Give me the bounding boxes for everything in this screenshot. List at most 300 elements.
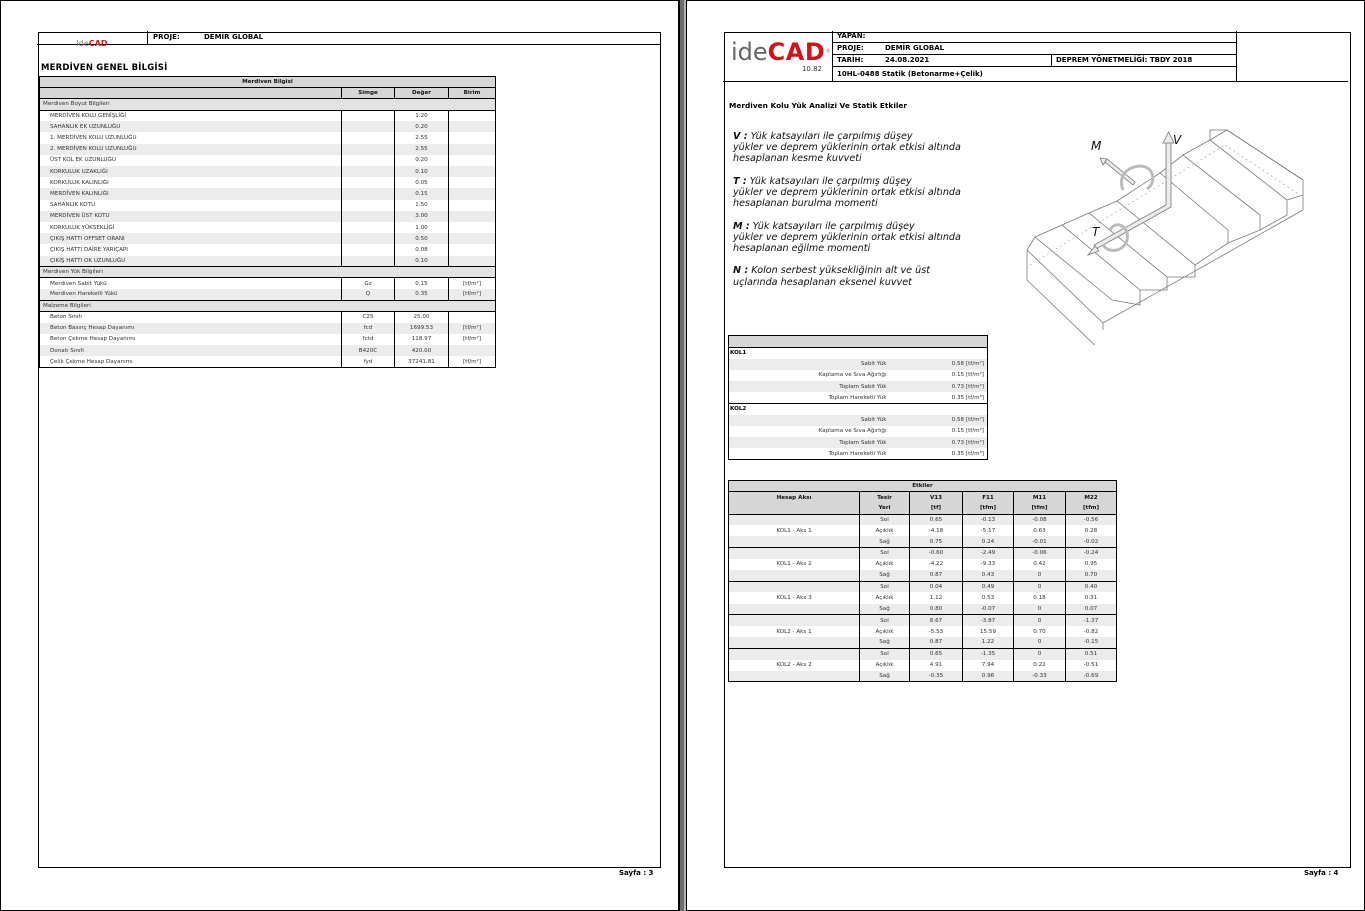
axis-cell: KOL1 - Aks 2 — [729, 559, 860, 570]
value-cell: 0.04 — [910, 581, 963, 592]
definition-key: V : — [733, 131, 748, 142]
row-value: 0.10 — [395, 256, 449, 267]
location-cell: Açıklık — [860, 525, 910, 536]
logo-cad-text: CAD — [88, 39, 108, 48]
table-row — [729, 626, 1117, 637]
value-cell: -0.08 — [1014, 514, 1066, 525]
location-cell: Açıklık — [860, 660, 910, 671]
row-symbol — [342, 188, 395, 199]
value-cell: 0 — [1014, 581, 1066, 592]
value-cell: 0.28 — [1066, 525, 1117, 536]
row-unit — [449, 311, 496, 322]
table-row — [729, 359, 988, 370]
value-cell: -4.18 — [910, 525, 963, 536]
value-cell: 0.40 — [1066, 581, 1117, 592]
value-cell: 0 — [1014, 570, 1066, 581]
table-row — [729, 426, 988, 437]
axis-cell — [729, 615, 860, 626]
value-cell: 0.95 — [1066, 559, 1117, 570]
column-header: Simge — [342, 88, 395, 99]
load-value: 0.15 [tf/m²] — [951, 428, 984, 435]
table-row — [40, 211, 496, 222]
location-cell: Açıklık — [860, 626, 910, 637]
column-header: M11 — [1014, 492, 1066, 503]
load-value: 0.15 [tf/m²] — [951, 372, 984, 379]
definition-key: T : — [733, 175, 747, 187]
column-header: Tesir — [860, 492, 910, 503]
value-cell: 8.67 — [910, 615, 963, 626]
value-cell: -0.13 — [963, 514, 1014, 525]
table-row — [729, 604, 1117, 615]
location-cell: Sol — [860, 548, 910, 559]
merdiven-bilgisi-table — [39, 76, 496, 368]
table-row — [40, 334, 496, 345]
section-title: Merdiven Yük Bilgileri — [40, 267, 496, 278]
row-symbol: B420C — [342, 345, 395, 356]
section-row — [40, 300, 496, 311]
row-symbol: fctd — [342, 334, 395, 345]
value-cell: -0.60 — [910, 548, 963, 559]
table-row — [729, 570, 1117, 581]
row-name: Donatı Sınıfı — [40, 345, 342, 356]
logo-ide-text: ide — [731, 38, 768, 66]
table-row — [729, 660, 1117, 671]
table-row — [729, 559, 1117, 570]
tarih-label: TARİH: — [837, 56, 864, 64]
kol-load-table — [728, 335, 988, 460]
row-name: ÇIKIŞ HATTI OK UZUNLUĞU — [40, 256, 342, 267]
logo-cad-text: CAD — [767, 38, 826, 66]
row-unit: [tf/m²] — [449, 334, 496, 345]
row-unit: [tf/m²] — [449, 356, 496, 367]
table-top-row — [729, 336, 988, 348]
row-value: 1.00 — [395, 222, 449, 233]
row-value: 1699.53 — [395, 323, 449, 334]
row-value: 0.10 — [395, 166, 449, 177]
row-value: 37241.81 — [395, 356, 449, 367]
location-cell: Sol — [860, 581, 910, 592]
definition-line: yükler ve deprem yüklerinin ortak etkisi altında — [733, 142, 961, 154]
load-value: 0.35 [tf/m²] — [951, 450, 984, 457]
row-unit — [449, 200, 496, 211]
row-unit: [tf/m²] — [449, 289, 496, 300]
table-row — [40, 244, 496, 255]
row-name: SAHANLIK KOTU — [50, 202, 96, 209]
load-label: Kaplama ve Sıva Ağırlığı — [818, 428, 887, 435]
column-header: [tfm] — [1014, 503, 1066, 514]
value-cell: -0.06 — [1014, 548, 1066, 559]
proje-label: PROJE: — [837, 44, 864, 52]
value-cell: 0 — [1014, 615, 1066, 626]
row-unit — [449, 144, 496, 155]
value-cell: 0.24 — [963, 536, 1014, 547]
value-cell: 0.65 — [910, 514, 963, 525]
definition-item — [733, 265, 1013, 287]
value-cell: 0.49 — [963, 581, 1014, 592]
proje-value: DEMİR GLOBAL — [204, 33, 264, 41]
column-header: [tfm] — [963, 503, 1014, 514]
value-cell: 0.53 — [963, 592, 1014, 603]
table-row — [40, 256, 496, 267]
axis-dashes — [1030, 145, 1300, 265]
axis-cell — [729, 671, 860, 682]
column-header: [tfm] — [1066, 503, 1117, 514]
table-row — [40, 233, 496, 244]
row-value: 118.97 — [395, 334, 449, 345]
row-unit — [449, 222, 496, 233]
page-number: Sayfa : 4 — [1304, 869, 1339, 877]
axis-cell: KOL1 - Aks 1 — [729, 525, 860, 536]
value-cell: 4.91 — [910, 660, 963, 671]
table-row — [729, 370, 988, 381]
definition-line: Yük katsayıları ile çarpılmış düşey — [747, 131, 913, 142]
row-name: ÜST KOL EK UZUNLUĞU — [50, 157, 116, 164]
column-header: Yeri — [860, 503, 910, 514]
row-value: 0.20 — [395, 121, 449, 132]
row-unit — [449, 233, 496, 244]
definition-line: Yük katsayıları ile çarpılmış düşey — [749, 220, 915, 232]
row-unit — [449, 155, 496, 166]
value-cell: 0.75 — [910, 536, 963, 547]
value-cell: 0.80 — [910, 604, 963, 615]
table-caption: Etkiler — [729, 481, 1117, 492]
column-header: Değer — [395, 88, 449, 99]
location-cell: Sağ — [860, 570, 910, 581]
table-row — [729, 514, 1117, 525]
value-cell: -0.51 — [1066, 660, 1117, 671]
row-name: Çelik Çekme Hesap Dayanımı — [50, 358, 133, 365]
table-row — [40, 166, 496, 177]
table-row — [40, 222, 496, 233]
value-cell: -0.33 — [1014, 671, 1066, 682]
value-cell: -0.35 — [910, 671, 963, 682]
value-cell: 0.51 — [1066, 648, 1117, 659]
row-name: ÇIKIŞ HATTI OFFSET ORANI — [40, 233, 342, 244]
value-cell: 0.63 — [1014, 525, 1066, 536]
row-unit — [449, 121, 496, 132]
row-name: ÇIKIŞ HATTI DAİRE YARIÇAPI — [50, 246, 128, 253]
definition-item — [733, 176, 1013, 210]
value-cell: -1.35 — [963, 648, 1014, 659]
table-row — [40, 356, 496, 367]
definition-line: Yük katsayıları ile çarpılmış düşey — [746, 175, 912, 187]
column-header: M22 — [1066, 492, 1117, 503]
row-name: KORKULUK YÜKSEKLİĞİ — [50, 224, 115, 231]
row-symbol — [342, 166, 395, 177]
column-header: Birim — [449, 88, 496, 99]
value-cell: 0.07 — [1066, 604, 1117, 615]
row-value: 25.00 — [395, 311, 449, 322]
row-unit: [tf/m²] — [449, 323, 496, 334]
table-caption: Merdiven Bilgisi — [40, 77, 496, 88]
load-value: 0.58 [tf/m²] — [890, 415, 988, 426]
table-row — [729, 392, 988, 403]
group-row — [729, 403, 988, 414]
definition-item — [733, 131, 1013, 165]
group-name: KOL1 — [730, 350, 747, 357]
row-symbol — [342, 211, 395, 222]
row-symbol — [342, 132, 395, 143]
row-symbol: C25 — [342, 311, 395, 322]
page-divider — [679, 0, 686, 911]
axis-cell — [729, 514, 860, 525]
table-row — [40, 121, 496, 132]
table-row — [40, 177, 496, 188]
row-symbol — [342, 244, 395, 255]
table-row — [40, 200, 496, 211]
definition-line: yükler ve deprem yüklerinin ortak etkisi altında — [733, 187, 961, 198]
value-cell: 0 — [1014, 637, 1066, 648]
diagram-label-t: T — [1092, 225, 1100, 239]
row-value: 0.15 — [395, 278, 449, 289]
value-cell: 0.22 — [1014, 660, 1066, 671]
table-header-row — [729, 492, 1117, 503]
row-value: 1.50 — [395, 200, 449, 211]
value-cell: -0.02 — [1066, 536, 1117, 547]
load-label: Toplam Hareketli Yük — [828, 394, 887, 401]
row-name: Beton Sınıfı — [50, 314, 82, 321]
location-cell: Sol — [860, 648, 910, 659]
row-symbol: Q — [342, 289, 395, 300]
table-header-row — [40, 88, 496, 99]
column-header: F11 — [963, 492, 1014, 503]
value-cell: 0.31 — [1066, 592, 1117, 603]
table-row — [40, 278, 496, 289]
row-unit — [449, 110, 496, 121]
definition-line: hesaplanan kesme kuvveti — [733, 153, 862, 165]
row-name: 2. MERDİVEN KOLU UZUNLUĞU — [40, 144, 342, 155]
load-value: 0.35 [tf/m²] — [951, 394, 984, 401]
row-value: 2.55 — [395, 144, 449, 155]
idecad-logo — [723, 31, 833, 81]
row-value: 0.50 — [395, 233, 449, 244]
axis-cell — [729, 604, 860, 615]
value-cell: 0.96 — [963, 671, 1014, 682]
column-header — [729, 503, 860, 514]
value-cell: -9.33 — [963, 559, 1014, 570]
row-symbol — [342, 121, 395, 132]
value-cell: -0.07 — [963, 604, 1014, 615]
program-row — [833, 68, 1236, 81]
yapan-label: YAPAN: — [837, 32, 866, 40]
axis-cell: KOL2 - Aks 2 — [729, 660, 860, 671]
location-cell: Sağ — [860, 637, 910, 648]
definition-line: hesaplanan burulma momenti — [733, 198, 878, 210]
axis-cell — [729, 637, 860, 648]
section-row — [40, 267, 496, 278]
row-unit — [449, 256, 496, 267]
table-row — [40, 289, 496, 300]
row-unit — [449, 188, 496, 199]
value-cell: 0 — [1014, 604, 1066, 615]
row-symbol — [342, 200, 395, 211]
value-cell: 0.18 — [1014, 592, 1066, 603]
value-cell: 15.59 — [963, 626, 1014, 637]
value-cell: -0.15 — [1066, 637, 1117, 648]
table-caption-row — [729, 481, 1117, 492]
value-cell: -0.24 — [1066, 548, 1117, 559]
row-value: 1.20 — [395, 110, 449, 121]
load-label: Toplam Sabit Yük — [729, 437, 890, 448]
value-cell: 0.87 — [910, 637, 963, 648]
table-row — [40, 110, 496, 121]
row-unit — [449, 177, 496, 188]
row-symbol — [342, 155, 395, 166]
table-row — [729, 592, 1117, 603]
table-row — [40, 323, 496, 334]
proje-label: PROJE: — [153, 33, 180, 41]
table-row — [729, 548, 1117, 559]
table-row — [729, 581, 1117, 592]
axis-cell — [729, 570, 860, 581]
table-caption-row — [40, 77, 496, 88]
logo-version: 10.82 — [801, 65, 822, 73]
value-cell: -0.56 — [1066, 514, 1117, 525]
group-row — [729, 348, 988, 359]
row-value: 0.35 — [395, 289, 449, 300]
value-cell: -0.82 — [1066, 626, 1117, 637]
table-row — [40, 188, 496, 199]
table-row — [729, 525, 1117, 536]
row-name: KORKULUK UZAKLIĞI — [40, 166, 342, 177]
row-unit — [449, 166, 496, 177]
diagram-label-v: V — [1173, 133, 1182, 147]
tarih-row — [833, 55, 1236, 67]
row-name: MERDİVEN KOLU GENİŞLİĞİ — [50, 112, 127, 119]
value-cell: 0.42 — [1014, 559, 1066, 570]
axis-cell: KOL1 - Aks 3 — [729, 592, 860, 603]
stair-force-diagram — [1015, 115, 1315, 345]
value-cell: 0.70 — [1066, 570, 1117, 581]
table-row — [40, 144, 496, 155]
row-unit — [449, 211, 496, 222]
idecad-logo — [77, 39, 108, 48]
row-symbol — [342, 222, 395, 233]
row-name: MERDİVEN ÜST KOTU — [40, 211, 342, 222]
page-title: MERDİVEN GENEL BİLGİSİ — [41, 63, 168, 73]
load-value: 0.73 [tf/m²] — [890, 381, 988, 392]
table-row — [729, 536, 1117, 547]
load-label: Toplam Sabit Yük — [729, 381, 890, 392]
value-cell: -3.87 — [963, 615, 1014, 626]
row-symbol: fcd — [342, 323, 395, 334]
location-cell: Açıklık — [860, 559, 910, 570]
row-name: 1. MERDİVEN KOLU UZUNLUĞU — [50, 135, 137, 142]
section-row — [40, 99, 496, 110]
definition-line: Kolon serbest yüksekliğinin alt ve üst — [748, 265, 930, 277]
page-4-header — [723, 31, 1348, 82]
table-row — [40, 311, 496, 322]
definition-key: N : — [733, 265, 749, 277]
group-name: KOL2 — [729, 403, 988, 414]
row-value: 3.00 — [395, 211, 449, 222]
table-row — [729, 415, 988, 426]
row-name: SAHANLIK EK UZUNLUĞU — [40, 121, 342, 132]
definition-line: yükler ve deprem yüklerinin ortak etkisi altında — [733, 231, 961, 243]
table-row — [729, 648, 1117, 659]
deprem-yonetmeligi: DEPREM YÖNETMELİĞİ: TBDY 2018 — [1051, 55, 1192, 66]
yapan-row — [833, 31, 1236, 43]
header-band — [729, 336, 988, 348]
table-row — [729, 437, 988, 448]
column-header: Hesap Aksı — [729, 492, 860, 503]
row-name: Merdiven Sabit Yükü — [50, 280, 107, 287]
tarih-value: 24.08.2021 — [885, 56, 930, 64]
value-cell: -5.53 — [910, 626, 963, 637]
row-symbol — [342, 144, 395, 155]
axis-cell: KOL2 - Aks 1 — [729, 626, 860, 637]
axis-cell — [729, 548, 860, 559]
row-unit — [449, 132, 496, 143]
value-cell: 0.43 — [963, 570, 1014, 581]
row-symbol — [342, 233, 395, 244]
page-3-header — [37, 31, 660, 48]
table-row — [40, 345, 496, 356]
logo-cell — [37, 31, 148, 48]
value-cell: 7.94 — [963, 660, 1014, 671]
load-value: 0.73 [tf/m²] — [890, 437, 988, 448]
axis-cell — [729, 648, 860, 659]
table-row — [729, 615, 1117, 626]
section-title: Malzeme Bilgileri — [40, 300, 496, 311]
column-header — [40, 88, 342, 99]
value-cell: 0 — [1014, 648, 1066, 659]
location-cell: Sağ — [860, 536, 910, 547]
diagram-label-m: M — [1091, 139, 1102, 153]
table-row — [729, 637, 1117, 648]
location-cell: Sol — [860, 615, 910, 626]
value-cell: -2.49 — [963, 548, 1014, 559]
force-definitions — [733, 131, 1013, 299]
load-label: Sabit Yük — [729, 415, 890, 426]
location-cell: Sol — [860, 514, 910, 525]
section-title: Merdiven Kolu Yük Analizi Ve Statik Etkiler — [729, 101, 908, 110]
row-name: KORKULUK KALINLIĞI — [50, 179, 109, 186]
load-label: Toplam Hareketli Yük — [828, 450, 887, 457]
row-symbol: Gz — [342, 278, 395, 289]
logo-ide-text: ide — [76, 39, 89, 48]
row-value: 0.05 — [395, 177, 449, 188]
table-row — [40, 155, 496, 166]
row-unit — [449, 345, 496, 356]
registered-mark-icon: ® — [825, 48, 832, 55]
row-value: 0.08 — [395, 244, 449, 255]
definition-item — [733, 221, 1013, 255]
value-cell: -5.17 — [963, 525, 1014, 536]
table-row — [729, 381, 988, 392]
value-cell: 0.70 — [1014, 626, 1066, 637]
row-unit: [tf/m²] — [449, 278, 496, 289]
row-value: 420.00 — [395, 345, 449, 356]
value-cell: 0.87 — [910, 570, 963, 581]
value-cell: 0.65 — [910, 648, 963, 659]
table-row — [40, 132, 496, 143]
row-symbol: fyd — [342, 356, 395, 367]
definition-key: M : — [733, 220, 750, 232]
table-header-row — [729, 503, 1117, 514]
value-cell: -1.37 — [1066, 615, 1117, 626]
axis-cell — [729, 581, 860, 592]
axis-cell — [729, 536, 860, 547]
definition-line: hesaplanan eğilme momenti — [733, 243, 871, 254]
proje-row — [833, 43, 1236, 55]
header-empty-box — [1236, 31, 1348, 81]
column-header: [tf] — [910, 503, 963, 514]
section-title: Merdiven Boyut Bilgileri — [40, 99, 496, 110]
row-name: Beton Basınç Hesap Dayanımı — [40, 323, 342, 334]
row-symbol — [342, 110, 395, 121]
row-symbol — [342, 256, 395, 267]
